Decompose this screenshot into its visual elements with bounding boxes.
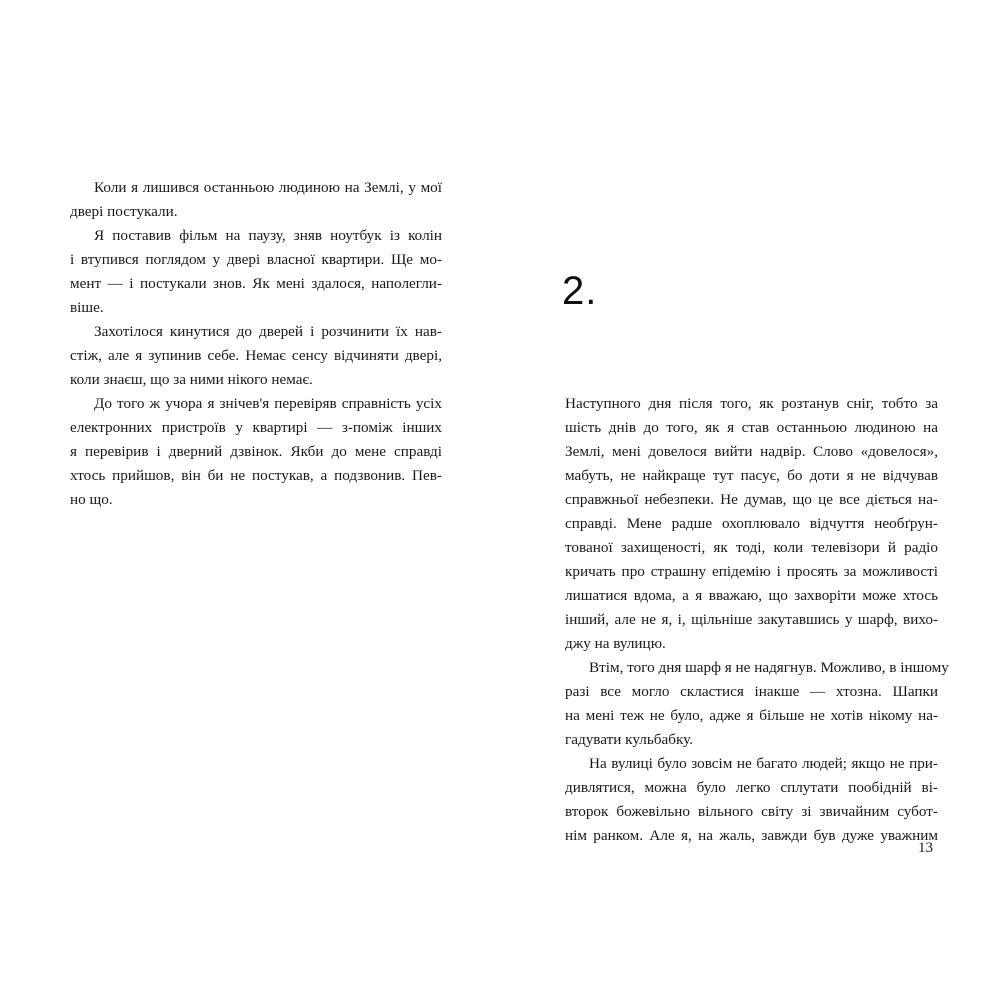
right-line-2: шість днів до того, як я став останньою людиною на <box>565 419 938 436</box>
right-line-16: На вулиці було зовсім не багато людей; якщо не при- <box>589 755 938 772</box>
right-line-13: разі все могло скластися інакше — хтозна. Шапки <box>565 683 938 700</box>
left-line-14: но що. <box>70 491 113 508</box>
right-line-8: кричать про страшну епідемію і просять за можливості <box>565 563 938 580</box>
right-line-6: справді. Мене радше охоплювало відчуття необґрун- <box>565 515 938 532</box>
right-line-19: нім ранком. Але я, на жаль, завжди був дуже уважним <box>565 827 938 844</box>
right-line-18: второк божевільно вільного світу зі звичайним субот- <box>565 803 938 820</box>
left-line-3: Я поставив фільм на паузу, зняв ноутбук із колін <box>94 227 442 244</box>
right-line-12: Втім, того дня шарф я не надягнув. Можливо, в іншому <box>589 659 949 676</box>
right-line-15: гадувати кульбабку. <box>565 731 693 748</box>
right-line-11: джу на вулицю. <box>565 635 666 652</box>
right-line-4: мабуть, не найкраще тут пасує, бо доти я не відчував <box>565 467 938 484</box>
left-line-1: Коли я лишився останньою людиною на Землі, у мої <box>94 179 442 196</box>
right-line-17: дивлятися, можна було легко сплутати пообідній ві- <box>565 779 938 796</box>
right-line-14: на мені теж не було, адже я більше не хотів нікому на- <box>565 707 938 724</box>
left-line-9: коли знаєш, що за ними нікого немає. <box>70 371 313 388</box>
left-line-8: стіж, але я зупинив себе. Немає сенсу відчиняти двері, <box>70 347 442 364</box>
left-line-2: двері постукали. <box>70 203 178 220</box>
right-line-7: тованої захищеності, як тоді, коли телевізори й радіо <box>565 539 938 556</box>
right-line-5: справжньої небезпеки. Не думав, що це все діється на- <box>565 491 938 508</box>
right-line-9: лишатися вдома, а я вважаю, що захворіти може хтось <box>565 587 938 604</box>
left-line-13: хтось прийшов, він би не постукав, а подзвонив. Пев- <box>70 467 442 484</box>
right-line-3: Землі, мені довелося вийти надвір. Слово «довелося», <box>565 443 938 460</box>
chapter-number: 2. <box>562 269 598 313</box>
left-line-10: До того ж учора я знічев'я перевіряв справність усіх <box>94 395 442 412</box>
left-line-4: і втупився поглядом у двері власної квартири. Ще мо- <box>70 251 442 268</box>
right-line-1: Наступного дня після того, як розтанув сніг, тобто за <box>565 395 938 412</box>
left-line-11: електронних пристроїв у квартирі — з-поміж інших <box>70 419 442 436</box>
left-line-12: я перевірив і дверний дзвінок. Якби до мене справді <box>70 443 442 460</box>
left-line-6: віше. <box>70 299 104 316</box>
left-line-5: мент — і постукали знов. Як мені здалося, наполегли- <box>70 275 442 292</box>
right-line-10: інший, але не я, і, щільніше закутавшись у шарф, вихо- <box>565 611 938 628</box>
left-line-7: Захотілося кинутися до дверей і розчинити їх нав- <box>94 323 442 340</box>
page-number: 13 <box>918 840 933 856</box>
